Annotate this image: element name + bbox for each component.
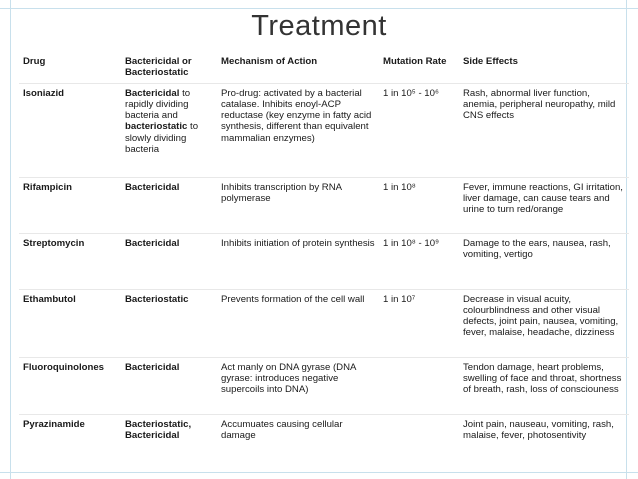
type-text: to rapidly dividing bacteria and (125, 87, 191, 122)
cell-mechanism: Inhibits transcription by RNA polymerase (217, 177, 379, 233)
cell-drug: Streptomycin (19, 233, 121, 289)
type-text: to slowly dividing bacteria (125, 121, 199, 156)
cell-type (121, 83, 217, 177)
cell-drug: Rifampicin (19, 177, 121, 233)
table-row (19, 233, 629, 289)
cell-type: Bactericidal (121, 177, 217, 233)
cell-mutation-rate: 1 in 10⁷ (379, 289, 459, 357)
table-header-row (19, 52, 629, 83)
slide-title: Treatment (251, 10, 387, 42)
table-row (19, 289, 629, 357)
cell-mutation-rate: 1 in 10⁸ (379, 177, 459, 233)
decorative-line-left (10, 0, 11, 479)
cell-side-effects: Damage to the ears, nausea, rash, vomiting, vertigo (459, 233, 629, 289)
cell-mechanism: Act manly on DNA gyrase (DNA gyrase: introduces negative supercoils into DNA) (217, 357, 379, 414)
table-row (19, 357, 629, 414)
cell-drug: Fluoroquinolones (19, 357, 121, 414)
cell-type: Bactericidal (121, 233, 217, 289)
cell-side-effects: Joint pain, nauseau, vomiting, rash, malaise, fever, photosentivity (459, 414, 629, 460)
cell-drug: Ethambutol (19, 289, 121, 357)
cell-side-effects: Fever, immune reactions, GI irritation, liver damage, can cause tears and urine to turn red/orange (459, 177, 629, 233)
table-row (19, 83, 629, 177)
treatment-table (19, 52, 629, 460)
decorative-line-bottom (0, 472, 638, 473)
table-row (19, 414, 629, 460)
cell-mechanism: Inhibits initiation of protein synthesis (217, 233, 379, 289)
cell-mutation-rate (379, 414, 459, 460)
cell-mutation-rate: 1 in 10⁵ - 10⁶ (379, 83, 459, 177)
cell-drug: Isoniazid (19, 83, 121, 177)
type-bold-bactericidal: Bactericidal (125, 87, 180, 99)
header-type: Bactericidal or Bacteriostatic (125, 56, 192, 79)
cell-mutation-rate: 1 in 10⁸ - 10⁹ (379, 233, 459, 289)
cell-mechanism: Prevents formation of the cell wall (217, 289, 379, 357)
header-drug: Drug (23, 56, 46, 67)
table-row (19, 177, 629, 233)
header-mutation-rate: Mutation Rate (383, 56, 447, 67)
decorative-line-top (0, 8, 638, 9)
cell-mutation-rate (379, 357, 459, 414)
header-mechanism: Mechanism of Action (221, 56, 318, 67)
cell-side-effects: Rash, abnormal liver function, anemia, peripheral neuropathy, mild CNS effects (459, 83, 629, 177)
cell-mechanism: Accumuates causing cellular damage (217, 414, 379, 460)
cell-type: Bacteriostatic (121, 289, 217, 357)
cell-mechanism: Pro-drug: activated by a bacterial catalase. Inhibits enoyl-ACP reductase (key enzyme in fatty acid synthesis, different than equivalent mammalian enzymes) (217, 83, 379, 177)
cell-type: Bactericidal (121, 357, 217, 414)
cell-side-effects: Decrease in visual acuity, colourblindness and other visual defects, joint pain, nausea, vomiting, fever, malaise, headache, dizziness (459, 289, 629, 357)
header-side-effects: Side Effects (463, 56, 518, 67)
type-bold-bacteriostatic: bacteriostatic (125, 121, 188, 133)
cell-drug: Pyrazinamide (19, 414, 121, 460)
cell-side-effects: Tendon damage, heart problems, swelling of face and throat, shortness of breath, rash, loss of consciouness (459, 357, 629, 414)
cell-type: Bacteriostatic, Bactericidal (121, 414, 217, 460)
